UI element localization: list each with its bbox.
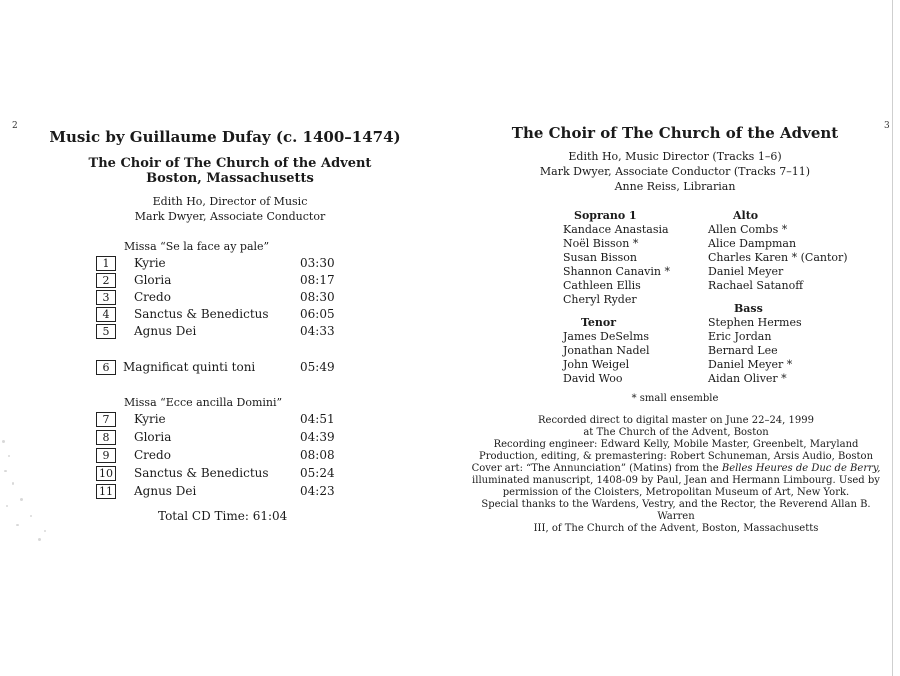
credit-line: illuminated manuscript, 1408-09 by Paul, Jean and Hermann Limbourg. Used by <box>472 475 880 486</box>
track-row <box>96 307 356 324</box>
page-number-left: 2 <box>12 121 18 131</box>
bass-name: Stephen Hermes <box>708 316 802 329</box>
soprano-name: Susan Bisson <box>563 251 638 264</box>
track-name: Gloria <box>134 273 172 287</box>
choir-title: The Choir of The Church of the Advent <box>511 124 839 142</box>
track-number: 1 <box>96 256 116 271</box>
track-name: Sanctus & Benedictus <box>134 466 269 480</box>
choir-location: Boston, Massachusetts <box>146 171 314 186</box>
cover-art-text: Cover art: “The Annunciation” (Matins) from the <box>471 463 722 474</box>
soprano-name: Kandace Anastasia <box>563 223 669 236</box>
track-name: Kyrie <box>134 412 166 426</box>
track-name: Sanctus & Benedictus <box>134 307 269 321</box>
mass2-track-list <box>96 412 356 502</box>
track-name: Kyrie <box>134 256 166 270</box>
track-row <box>96 484 356 501</box>
bass-name: Aidan Oliver * <box>708 372 787 385</box>
track-time: 08:17 <box>300 273 335 287</box>
track-name: Agnus Dei <box>134 484 197 498</box>
alto-name: Alice Dampman <box>708 237 797 250</box>
cover-art-title: Belles Heures de Duc de Berry, <box>721 463 881 474</box>
mass1-track-list <box>96 256 356 346</box>
soprano-heading: Soprano 1 <box>574 209 637 222</box>
track-row <box>96 448 356 465</box>
track-time: 08:08 <box>300 448 335 462</box>
alto-name: Charles Karen * (Cantor) <box>708 251 848 264</box>
director-line: Edith Ho, Director of Music <box>152 195 308 208</box>
credit-line: Recording engineer: Edward Kelly, Mobile Master, Greenbelt, Maryland <box>493 439 859 450</box>
track-number: 6 <box>96 360 116 375</box>
credit-line: at The Church of the Advent, Boston <box>583 427 769 438</box>
track-row <box>96 324 356 341</box>
track-time: 05:49 <box>300 360 335 374</box>
track-row <box>96 430 356 447</box>
bass-name: Bernard Lee <box>708 344 778 357</box>
track-row <box>96 273 356 290</box>
credit-line: Production, editing, & premastering: Robert Schuneman, Arsis Audio, Boston <box>478 451 874 462</box>
librarian-line: Anne Reiss, Librarian <box>614 180 736 193</box>
track-time: 08:30 <box>300 290 335 304</box>
track-time: 04:51 <box>300 412 335 426</box>
alto-name: Rachael Satanoff <box>708 279 804 292</box>
track-row <box>96 290 356 307</box>
track-name: Credo <box>134 448 171 462</box>
track-number: 3 <box>96 290 116 305</box>
alto-name: Allen Combs * <box>708 223 788 236</box>
tenor-name: James DeSelms <box>563 330 650 343</box>
track-row <box>96 412 356 429</box>
bass-heading: Bass <box>734 302 763 315</box>
track-name: Magnificat quinti toni <box>123 360 256 374</box>
tenor-name: John Weigel <box>563 358 630 371</box>
tenor-name: David Woo <box>563 372 623 385</box>
page-edge-divider <box>892 0 893 676</box>
track-time: 04:33 <box>300 324 335 338</box>
soprano-name: Noël Bisson * <box>563 237 639 250</box>
music-director-line: Edith Ho, Music Director (Tracks 1–6) <box>568 150 782 163</box>
track-number: 11 <box>96 484 116 499</box>
track-row <box>96 466 356 483</box>
recording-credits <box>466 415 886 535</box>
page-number-right: 3 <box>884 121 890 131</box>
track-time: 04:39 <box>300 430 335 444</box>
track-name: Credo <box>134 290 171 304</box>
small-ensemble-note: * small ensemble <box>631 393 719 404</box>
track-name: Agnus Dei <box>134 324 197 338</box>
track-number: 2 <box>96 273 116 288</box>
track-time: 06:05 <box>300 307 335 321</box>
track-time: 04:23 <box>300 484 335 498</box>
track-time: 05:24 <box>300 466 335 480</box>
choir-name: The Choir of The Church of the Advent <box>88 156 372 171</box>
total-cd-time: Total CD Time: 61:04 <box>158 509 288 523</box>
associate-line: Mark Dwyer, Associate Conductor <box>134 210 326 223</box>
credit-line: Recorded direct to digital master on June 22–24, 1999 <box>538 415 814 426</box>
bass-name: Eric Jordan <box>708 330 772 343</box>
track-number: 5 <box>96 324 116 339</box>
track-number: 4 <box>96 307 116 322</box>
track-time: 03:30 <box>300 256 335 270</box>
soprano-name: Shannon Canavin * <box>563 265 670 278</box>
credit-line: Special thanks to the Wardens, Vestry, and the Rector, the Reverend Allan B. Warren <box>481 499 871 522</box>
soprano-name: Cheryl Ryder <box>563 293 637 306</box>
credit-line <box>466 463 886 475</box>
track-row <box>96 256 356 273</box>
soprano-name: Cathleen Ellis <box>563 279 641 292</box>
magnificat-row <box>96 360 356 377</box>
credit-line: permission of the Cloisters, Metropolitan Museum of Art, New York. <box>502 487 850 498</box>
credit-line: III, of The Church of the Advent, Boston, Massachusetts <box>533 523 819 534</box>
tenor-name: Jonathan Nadel <box>563 344 650 357</box>
track-number: 10 <box>96 466 116 481</box>
track-number: 9 <box>96 448 116 463</box>
associate-conductor-line: Mark Dwyer, Associate Conductor (Tracks 7–11) <box>539 165 811 178</box>
mass2-title: Missa “Ecce ancilla Domini” <box>124 396 283 409</box>
track-number: 7 <box>96 412 116 427</box>
bass-name: Daniel Meyer * <box>708 358 793 371</box>
alto-heading: Alto <box>733 209 759 222</box>
mass1-title: Missa “Se la face ay pale” <box>124 240 270 253</box>
tenor-heading: Tenor <box>581 316 617 329</box>
track-number: 8 <box>96 430 116 445</box>
composer-title: Music by Guillaume Dufay (c. 1400–1474) <box>49 128 401 146</box>
alto-name: Daniel Meyer <box>708 265 784 278</box>
track-name: Gloria <box>134 430 172 444</box>
